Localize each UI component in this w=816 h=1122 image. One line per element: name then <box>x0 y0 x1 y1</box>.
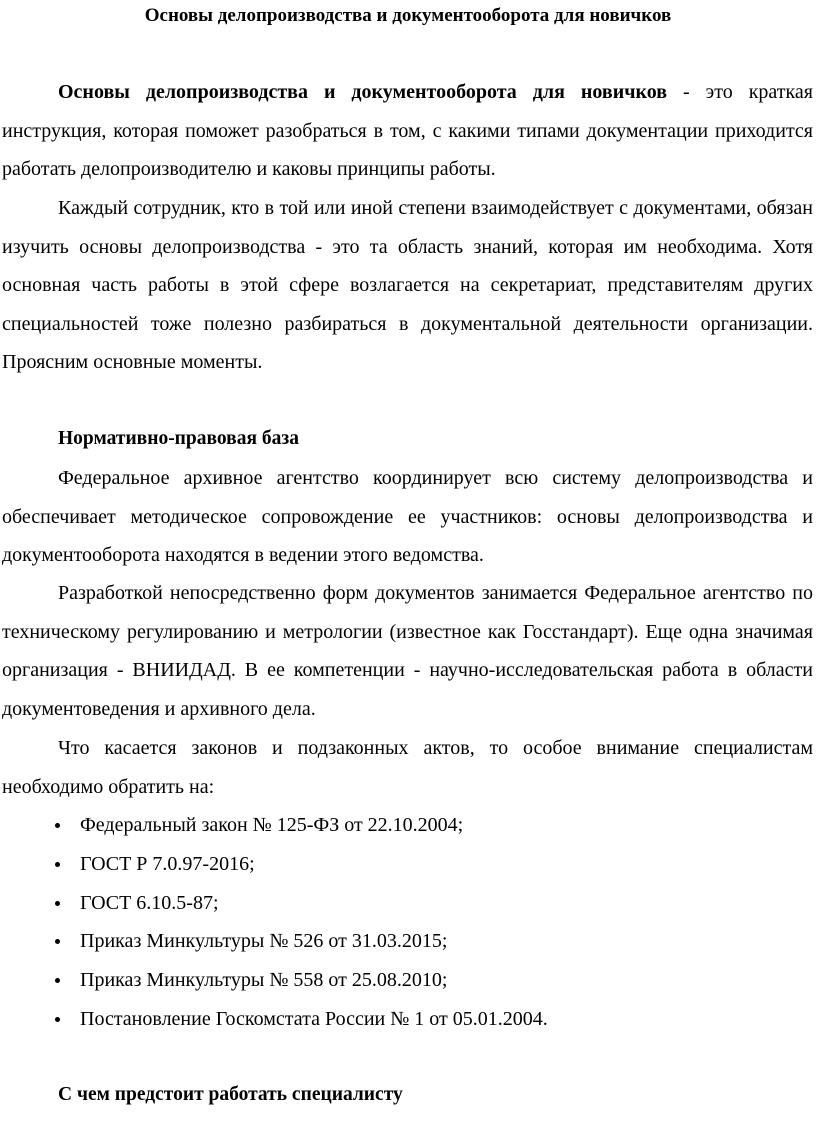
list-item: Постановление Госкомстата России № 1 от 05.01.2004. <box>0 1000 816 1039</box>
bullet-icon <box>55 901 60 906</box>
paragraph-2: Каждый сотрудник, кто в той или иной степени взаимодействует с документами, обязан изучить основы делопроизводства - это та область знаний, которая им необходима. Хотя основная часть работы в этой сфере возлагается на секретариат, представителям других специальностей тоже полезно разбираться в документальной деятельности организации. Проясним основные моменты. <box>2 197 813 374</box>
bullet-icon <box>55 939 60 944</box>
section-2-heading: С чем предстоит работать специалисту <box>58 1084 403 1105</box>
list-item: ГОСТ 6.10.5-87; <box>0 884 816 923</box>
bullet-icon <box>55 823 60 828</box>
intro-rest: - это краткая инструкция, которая поможет разобраться в том, с какими типами документации приходится работать делопроизводителю и каковы принципы работы. <box>2 81 813 181</box>
intro-paragraph <box>2 73 813 189</box>
list-item: ГОСТ Р 7.0.97-2016; <box>0 845 816 884</box>
bullet-icon <box>55 978 60 983</box>
section-1-heading: Нормативно-правовая база <box>58 428 299 449</box>
section-1-paragraph-1: Федеральное архивное агентство координирует всю систему делопроизводства и обеспечивает методическое сопровождение ее участников: основы делопроизводства и документооборота находятся в ведении этого ведомства. <box>2 467 813 567</box>
bullet-icon <box>55 862 60 867</box>
section-1-paragraph-3: Что касается законов и подзаконных актов, то особое внимание специалистам необходимо обратить на: <box>2 737 813 798</box>
legal-acts-list <box>0 806 816 1039</box>
list-item: Приказ Минкультуры № 526 от 31.03.2015; <box>0 922 816 961</box>
document-title: Основы делопроизводства и документооборота для новичков <box>144 5 672 26</box>
section-1-paragraph-2: Разработкой непосредственно форм документов занимается Федеральное агентство по техническому регулированию и метрологии (известное как Госстандарт). Еще одна значимая организация - ВНИИДАД. В ее компетенции - научно-исследовательская работа в области документоведения и архивного дела. <box>2 582 813 720</box>
list-item: Приказ Минкультуры № 558 от 25.08.2010; <box>0 961 816 1000</box>
intro-bold-lead: Основы делопроизводства и документооборота для новичков <box>58 81 668 103</box>
list-item: Федеральный закон № 125-ФЗ от 22.10.2004; <box>0 806 816 845</box>
bullet-icon <box>55 1017 60 1022</box>
